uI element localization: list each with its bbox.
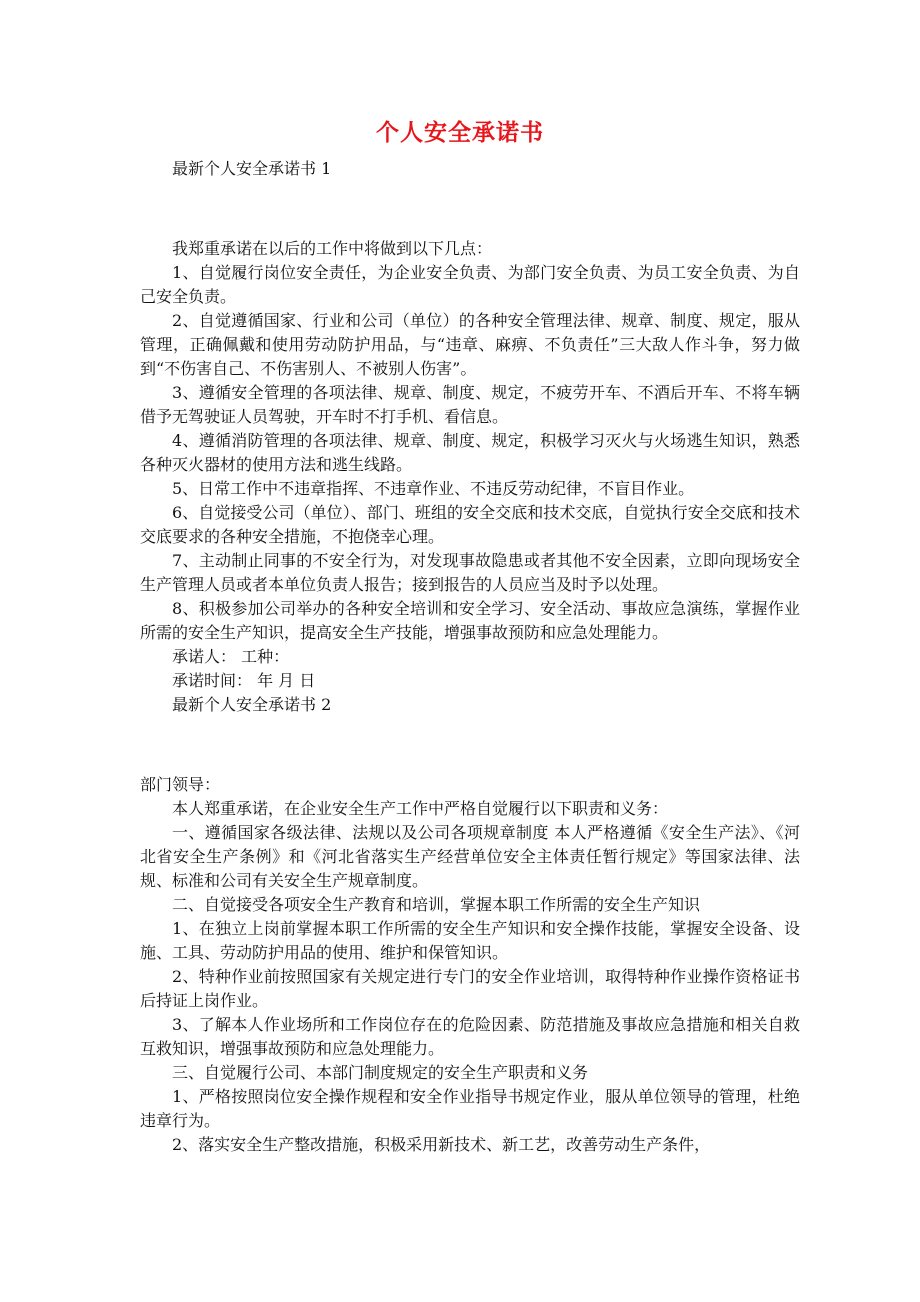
paragraph: 4、遵循消防管理的各项法律、规章、制度、规定，积极学习灭火与火场逃生知识，熟悉各种灭火器材的使用方法和逃生线路。 xyxy=(140,431,800,474)
paragraph: 三、自觉履行公司、本部门制度规定的安全生产职责和义务 xyxy=(172,1063,589,1082)
blank-line xyxy=(140,197,800,221)
document-body xyxy=(140,157,800,1157)
paragraph: 部门领导： xyxy=(140,775,221,794)
paragraph: 我郑重承诺在以后的工作中将做到以下几点： xyxy=(172,239,493,258)
paragraph: 2、自觉遵循国家、行业和公司（单位）的各种安全管理法律、规章、制度、规定，服从管理，正确佩戴和使用劳动防护用品，与“违章、麻痹、不负责任”三大敌人作斗争，努力做到“不伤害自己、不伤害别人、不被别人伤害”。 xyxy=(140,311,800,378)
paragraph: 承诺时间： 年 月 日 xyxy=(172,671,316,690)
paragraph: 最新个人安全承诺书 1 xyxy=(172,159,332,178)
paragraph: 5、日常工作中不违章指挥、不违章作业、不违反劳动纪律，不盲目作业。 xyxy=(172,479,695,498)
paragraph: 2、特种作业前按照国家有关规定进行专门的安全作业培训，取得特种作业操作资格证书后持证上岗作业。 xyxy=(140,967,800,1010)
paragraph: 1、自觉履行岗位安全责任，为企业安全负责、为部门安全负责、为员工安全负责、为自己安全负责。 xyxy=(140,263,800,306)
paragraph: 3、了解本人作业场所和工作岗位存在的危险因素、防范措施及事故应急措施和相关自救互救知识，增强事故预防和应急处理能力。 xyxy=(140,1015,800,1058)
paragraph: 6、自觉接受公司（单位）、部门、班组的安全交底和技术交底，自觉执行安全交底和技术交底要求的各种安全措施，不抱侥幸心理。 xyxy=(140,503,800,546)
blank-line xyxy=(140,733,800,757)
paragraph: 8、积极参加公司举办的各种安全培训和安全学习、安全活动、事故应急演练，掌握作业所需的安全生产知识，提高安全生产技能，增强事故预防和应急处理能力。 xyxy=(140,599,800,642)
paragraph: 1、严格按照岗位安全操作规程和安全作业指导书规定作业，服从单位领导的管理，杜绝违章行为。 xyxy=(140,1087,800,1130)
paragraph: 3、遵循安全管理的各项法律、规章、制度、规定，不疲劳开车、不酒后开车、不将车辆借予无驾驶证人员驾驶，开车时不打手机、看信息。 xyxy=(140,383,800,426)
paragraph: 二、自觉接受各项安全生产教育和培训，掌握本职工作所需的安全生产知识 xyxy=(172,895,701,914)
paragraph: 2、落实安全生产整改措施，积极采用新技术、新工艺，改善劳动生产条件， xyxy=(172,1135,711,1154)
paragraph: 最新个人安全承诺书 2 xyxy=(172,695,332,714)
paragraph: 本人郑重承诺，在企业安全生产工作中严格自觉履行以下职责和义务： xyxy=(172,799,669,818)
paragraph: 7、主动制止同事的不安全行为，对发现事故隐患或者其他不安全因素，立即向现场安全生产管理人员或者本单位负责人报告；接到报告的人员应当及时予以处理。 xyxy=(140,551,800,594)
paragraph: 一、遵循国家各级法律、法规以及公司各项规章制度 本人严格遵循《安全生产法》、《河北省安全生产条例》和《河北省落实生产经营单位安全主体责任暂行规定》等国家法律、法规、标准和公司有关安全生产规章制度。 xyxy=(140,823,800,890)
paragraph: 承诺人： 工种： xyxy=(172,647,290,666)
paragraph: 1、在独立上岗前掌握本职工作所需的安全生产知识和安全操作技能，掌握安全设备、设施、工具、劳动防护用品的使用、维护和保管知识。 xyxy=(140,919,800,962)
document-title: 个人安全承诺书 xyxy=(376,119,544,146)
